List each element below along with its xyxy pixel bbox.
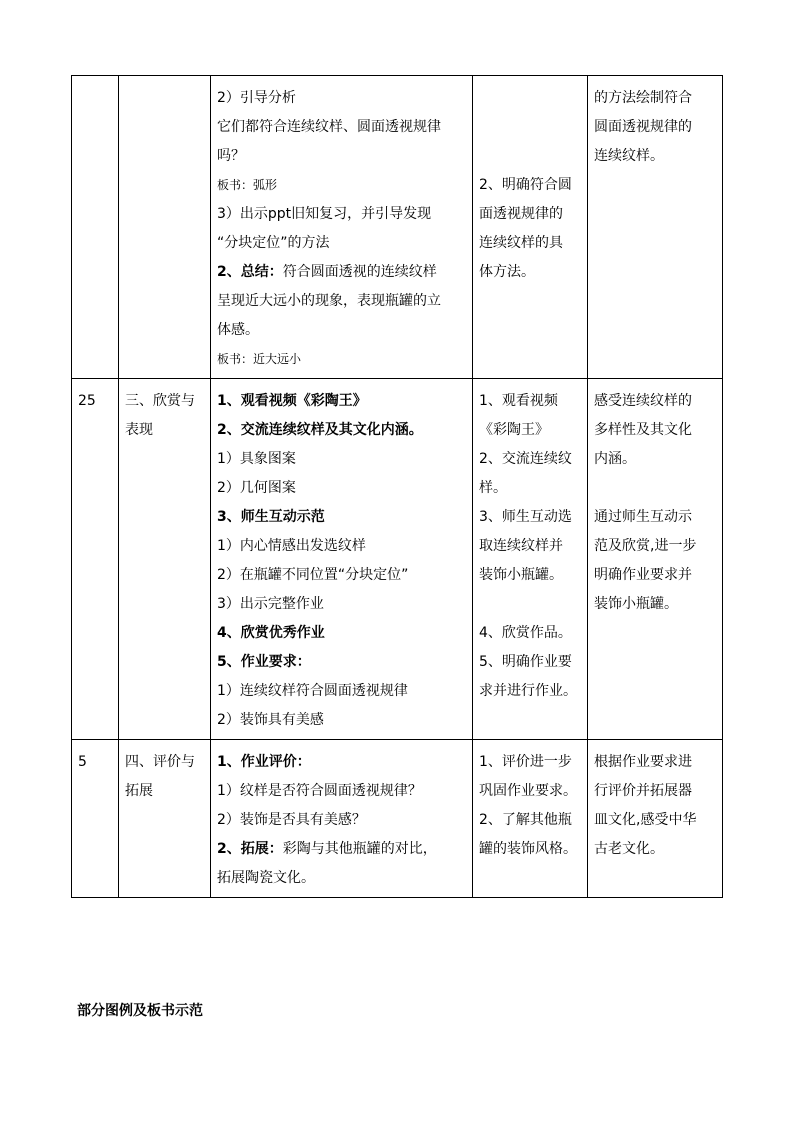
teacher-line (217, 258, 467, 287)
table-row (72, 379, 723, 740)
student-line: 求并进行作业。 (479, 683, 577, 699)
time-cell (72, 740, 119, 898)
table-row (72, 740, 723, 898)
teacher-line (217, 445, 467, 474)
student-line: 样。 (479, 480, 507, 496)
teacher-line (217, 777, 467, 806)
teacher-line-text: 3）出示完整作业 (217, 596, 324, 612)
teacher-line (217, 229, 467, 258)
teacher-line (217, 561, 467, 590)
teacher-line-bold: 2、总结： (217, 264, 283, 280)
teacher-line (217, 706, 467, 735)
intent-line (594, 474, 717, 503)
teacher-line-bold: 3、师生互动示范 (217, 509, 325, 525)
teacher-line-text: 1）纹样是否符合圆面透视规律？ (217, 783, 422, 799)
teacher-line-text: 2）装饰是否具有美感？ (217, 812, 366, 828)
teacher-line-text: 3）出示ppt旧知复习，并引导发现 (217, 206, 432, 222)
teacher-activity-cell (211, 76, 473, 379)
teacher-line-text: 2）几何图案 (217, 480, 296, 496)
student-line: 体方法。 (479, 264, 535, 280)
design-intent-cell (588, 740, 723, 898)
section-heading: 部分图例及板书示范 (77, 1003, 203, 1019)
teacher-line-text: 呈现近大远小的现象，表现瓶罐的立 (217, 293, 441, 309)
student-line: 装饰小瓶罐。 (479, 567, 563, 583)
board-note (217, 345, 467, 374)
teacher-line-text: 1）具象图案 (217, 451, 296, 467)
student-line: 2、了解其他瓶 (479, 812, 572, 828)
student-line: 连续纹样的具 (479, 235, 563, 251)
teacher-line-text: 1）连续纹样符合圆面透视规律 (217, 683, 408, 699)
student-line: 4、欣赏作品。 (479, 625, 572, 641)
teacher-line (217, 648, 467, 677)
teacher-line (217, 474, 467, 503)
student-activity-cell (473, 740, 588, 898)
stage-line: 三、欣赏与 (125, 393, 195, 409)
intent-line: 明确作业要求并 (594, 567, 692, 583)
intent-line: 内涵。 (594, 451, 636, 467)
student-line (479, 590, 582, 619)
design-intent-cell (588, 379, 723, 740)
teacher-line-text: 符合圆面透视的连续纹样 (282, 264, 437, 280)
teacher-line (217, 200, 467, 229)
intent-line: 根据作业要求进 (594, 754, 692, 770)
intent-line: 连续纹样。 (594, 148, 664, 164)
student-line: 5、明确作业要 (479, 654, 572, 670)
teacher-line (217, 287, 467, 316)
intent-line: 装饰小瓶罐。 (594, 596, 678, 612)
stage-cell (119, 740, 211, 898)
time-cell (72, 76, 119, 379)
teacher-line-bold: 4、欣赏优秀作业 (217, 625, 325, 641)
teacher-line-bold: 2、拓展： (217, 841, 283, 857)
intent-line: 通过师生互动示 (594, 509, 692, 525)
student-line: 《彩陶王》 (479, 422, 549, 438)
intent-line: 感受连续纹样的 (594, 393, 692, 409)
intent-line: 多样性及其文化 (594, 422, 692, 438)
lesson-plan-table (71, 75, 723, 898)
time-value: 5 (78, 754, 87, 770)
student-line: 罐的装饰风格。 (479, 841, 577, 857)
student-line: 1、观看视频 (479, 393, 558, 409)
teacher-line (217, 590, 467, 619)
intent-line: 圆面透视规律的 (594, 119, 692, 135)
stage-line: 拓展 (125, 783, 153, 799)
teacher-line-bold: 1、观看视频《彩陶王》 (217, 393, 367, 409)
teacher-line (217, 532, 467, 561)
stage-line: 表现 (125, 422, 153, 438)
teacher-line (217, 387, 467, 416)
teacher-line-text: 它们都符合连续纹样、圆面透视规律 (217, 119, 441, 135)
teacher-line-bold: 2、交流连续纹样及其文化内涵。 (217, 422, 423, 438)
intent-line: 古老文化。 (594, 841, 664, 857)
teacher-line-text: 板书：近大远小 (217, 352, 302, 366)
student-line (479, 113, 582, 142)
student-line: 取连续纹样并 (479, 538, 563, 554)
teacher-line (217, 619, 467, 648)
teacher-activity-cell (211, 379, 473, 740)
teacher-line (217, 316, 467, 345)
stage-line: 四、评价与 (125, 754, 195, 770)
teacher-line (217, 748, 467, 777)
student-line: 巩固作业要求。 (479, 783, 577, 799)
teacher-line-text: 拓展陶瓷文化。 (217, 870, 315, 886)
teacher-line-text: 板书：弧形 (217, 178, 278, 192)
teacher-line-text: 2）在瓶罐不同位置“分块定位” (217, 567, 409, 583)
teacher-line-text: 2）引导分析 (217, 90, 296, 106)
teacher-line (217, 503, 467, 532)
student-line: 3、师生互动选 (479, 509, 572, 525)
time-cell (72, 379, 119, 740)
board-note (217, 171, 467, 200)
student-activity-cell (473, 379, 588, 740)
student-activity-cell (473, 76, 588, 379)
teacher-line-text: 彩陶与其他瓶罐的对比， (282, 841, 437, 857)
teacher-line (217, 677, 467, 706)
teacher-line (217, 416, 467, 445)
stage-cell (119, 76, 211, 379)
teacher-line-text: 2）装饰具有美感 (217, 712, 324, 728)
design-intent-cell (588, 76, 723, 379)
teacher-line (217, 142, 467, 171)
student-line: 面透视规律的 (479, 206, 563, 222)
student-line: 2、明确符合圆 (479, 177, 572, 193)
teacher-line (217, 835, 467, 864)
intent-line: 的方法绘制符合 (594, 90, 692, 106)
teacher-line (217, 113, 467, 142)
student-line: 1、评价进一步 (479, 754, 572, 770)
teacher-activity-cell (211, 740, 473, 898)
teacher-line-bold: 5、作业要求： (217, 654, 311, 670)
teacher-line-text: 1）内心情感出发选纹样 (217, 538, 366, 554)
student-line (479, 84, 582, 113)
table-row (72, 76, 723, 379)
intent-line: 范及欣赏,进一步 (594, 538, 697, 554)
student-line (479, 142, 582, 171)
time-value: 25 (78, 393, 96, 409)
intent-line: 皿文化,感受中华 (594, 812, 697, 828)
teacher-line-bold: 1、作业评价： (217, 754, 311, 770)
student-line: 2、交流连续纹 (479, 451, 572, 467)
teacher-line (217, 864, 467, 893)
intent-line: 行评价并拓展器 (594, 783, 692, 799)
teacher-line (217, 84, 467, 113)
teacher-line-text: 体感。 (217, 322, 259, 338)
teacher-line (217, 806, 467, 835)
teacher-line-text: 吗？ (217, 148, 245, 164)
teacher-line-text: “分块定位”的方法 (217, 235, 330, 251)
stage-cell (119, 379, 211, 740)
